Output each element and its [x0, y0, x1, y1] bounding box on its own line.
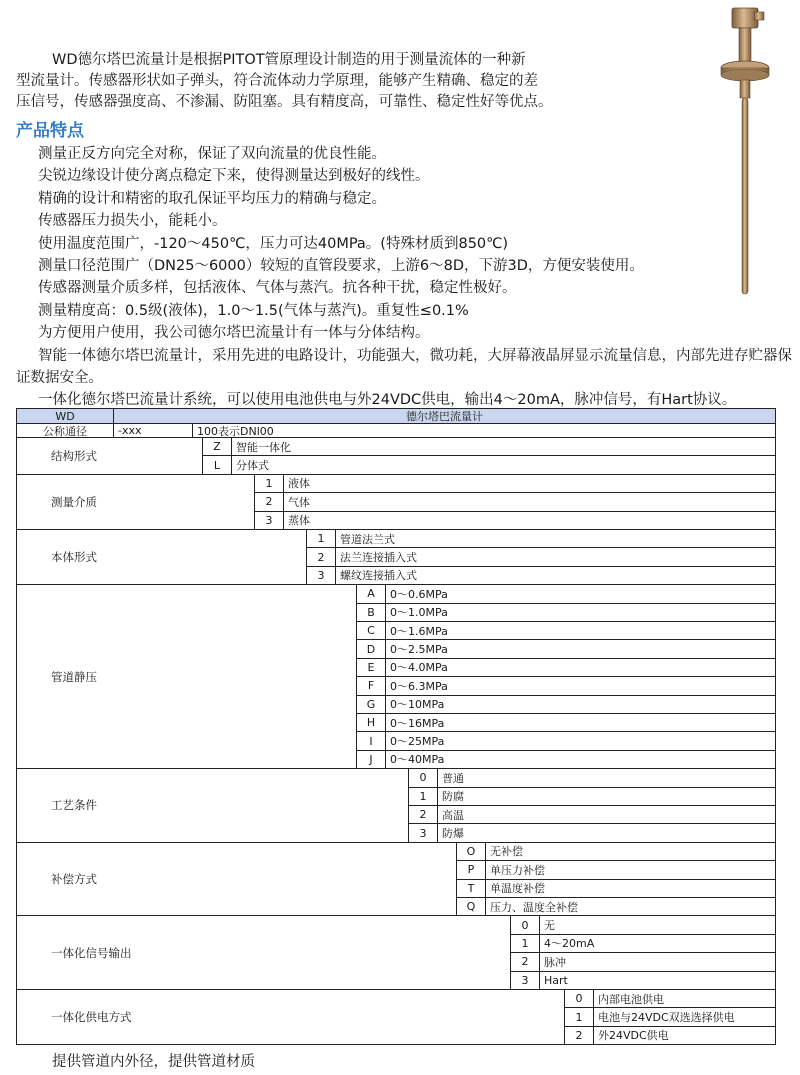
option-code: 3: [306, 566, 336, 585]
group-label: 一体化供电方式: [16, 989, 565, 1045]
feature-item: 为方便用户使用，我公司德尔塔巴流量计有一体与分体结构。: [38, 325, 430, 342]
option-text: 0～4.0MPa: [385, 658, 776, 677]
option-code: H: [356, 713, 386, 732]
feature-item: 尖锐边缘设计使分离点稳定下来，使得测量达到极好的线性。: [38, 168, 430, 185]
feature-item: 测量精度高：0.5级(液体)，1.0～1.5(气体与蒸汽)。重复性≤0.1%: [38, 302, 469, 319]
intro-line: 压信号，传感器强度高、不渗漏、防阻塞。具有精度高，可靠性、稳定性好等优点。: [16, 94, 553, 110]
option-code: P: [456, 860, 486, 879]
option-text: 分体式: [231, 455, 776, 474]
option-text: 单温度补偿: [485, 879, 776, 898]
feature-item: 测量正反方向完全对称，保证了双向流量的优良性能。: [38, 146, 386, 162]
option-code: 0: [510, 915, 540, 934]
feature-item: 传感器压力损失小，能耗小。: [38, 213, 227, 230]
option-code: T: [456, 879, 486, 898]
diameter-desc: 100表示DNl00: [192, 423, 776, 438]
option-code: 2: [510, 952, 540, 971]
option-code: B: [356, 603, 386, 622]
option-code: 2: [564, 1026, 594, 1045]
option-code: G: [356, 695, 386, 714]
option-text: Hart: [539, 971, 776, 990]
option-code: 1: [564, 1007, 594, 1026]
option-text: 防腐: [437, 787, 776, 806]
group-label: 一体化信号输出: [16, 915, 511, 990]
option-text: 4～20mA: [539, 934, 776, 953]
option-code: 3: [408, 823, 438, 842]
spec-table: [16, 408, 776, 1043]
option-code: 2: [254, 492, 284, 511]
option-code: I: [356, 731, 386, 750]
option-text: 智能一体化: [231, 437, 776, 456]
option-text: 0～25MPa: [385, 731, 776, 750]
option-code: Z: [202, 437, 232, 456]
option-text: 高温: [437, 805, 776, 824]
option-text: 0～6.3MPa: [385, 676, 776, 695]
option-code: L: [202, 455, 232, 474]
option-text: 0～16MPa: [385, 713, 776, 732]
option-text: 0～1.6MPa: [385, 621, 776, 640]
option-text: 无补偿: [485, 842, 776, 861]
feature-item: 使用温度范围广，-120～450℃，压力可达40MPa。(特殊材质到850℃): [38, 235, 509, 252]
option-code: C: [356, 621, 386, 640]
option-code: Q: [456, 897, 486, 916]
diameter-label: 公称通径: [16, 423, 114, 438]
option-text: 液体: [283, 474, 776, 493]
option-text: 0～1.0MPa: [385, 603, 776, 622]
group-label: 测量介质: [16, 474, 255, 530]
option-code: 2: [408, 805, 438, 824]
option-code: F: [356, 676, 386, 695]
option-text: 无: [539, 915, 776, 934]
intro-line: 型流量计。传感器形状如子弹头，符合流体动力学原理，能够产生精确、稳定的差: [16, 73, 538, 89]
option-text: 0～10MPa: [385, 695, 776, 714]
group-label: 补偿方式: [16, 842, 457, 917]
option-text: 普通: [437, 768, 776, 787]
option-text: 0～0.6MPa: [385, 584, 776, 603]
option-code: 2: [306, 547, 336, 566]
option-text: 压力、温度全补偿: [485, 897, 776, 916]
intro-line: WD德尔塔巴流量计是根据PITOT管原理设计制造的用于测量流体的一种新: [52, 52, 526, 68]
option-code: 1: [254, 474, 284, 493]
option-text: 气体: [283, 492, 776, 511]
feature-item: 智能一体德尔塔巴流量计，采用先进的电路设计，功能强大，微功耗，大屏幕液晶屏显示流量信息，内部先进存贮器保证数据安全。: [16, 347, 792, 387]
option-text: 0～2.5MPa: [385, 639, 776, 658]
option-code: 0: [564, 989, 594, 1008]
option-text: 防爆: [437, 823, 776, 842]
option-text: 内部电池供电: [593, 989, 776, 1008]
table-header-code: WD: [16, 408, 114, 424]
option-code: 1: [306, 529, 336, 548]
option-text: 法兰连接插入式: [335, 547, 776, 566]
option-code: J: [356, 750, 386, 769]
features-list: [16, 143, 796, 412]
option-text: 蒸体: [283, 511, 776, 530]
table-header-title: 德尔塔巴流量计: [113, 408, 776, 424]
group-label: 本体形式: [16, 529, 307, 585]
option-text: 螺纹连接插入式: [335, 566, 776, 585]
option-code: E: [356, 658, 386, 677]
group-label: 管道静压: [16, 584, 357, 769]
footer-note: 提供管道内外径，提供管道材质: [52, 1054, 255, 1070]
feature-item: 测量口径范围广（DN25～6000）较短的直管段要求，上游6～8D，下游3D，方便安装使用。: [38, 258, 644, 275]
option-code: A: [356, 584, 386, 603]
option-text: 脉冲: [539, 952, 776, 971]
option-code: 1: [408, 787, 438, 806]
group-label: 结构形式: [16, 437, 203, 475]
option-code: 3: [254, 511, 284, 530]
feature-item: 一体化德尔塔巴流量计系统，可以使用电池供电与外24VDC供电，输出4～20mA，脉冲信号，有Hart协议。: [38, 392, 737, 409]
intro-paragraph: [16, 50, 706, 113]
option-code: 3: [510, 971, 540, 990]
feature-item: 传感器测量介质多样，包括液体、气体与蒸汽。抗各种干扰，稳定性极好。: [38, 280, 517, 297]
option-text: 单压力补偿: [485, 860, 776, 879]
diameter-code: -xxx: [113, 423, 193, 438]
option-text: 0～40MPa: [385, 750, 776, 769]
option-code: 1: [510, 934, 540, 953]
group-label: 工艺条件: [16, 768, 409, 843]
option-text: 外24VDC供电: [593, 1026, 776, 1045]
features-heading: 产品特点: [16, 121, 84, 141]
option-code: D: [356, 639, 386, 658]
option-code: 0: [408, 768, 438, 787]
option-text: 管道法兰式: [335, 529, 776, 548]
option-text: 电池与24VDC双选选择供电: [593, 1007, 776, 1026]
option-code: O: [456, 842, 486, 861]
feature-item: 精确的设计和精密的取孔保证平均压力的精确与稳定。: [38, 190, 386, 207]
